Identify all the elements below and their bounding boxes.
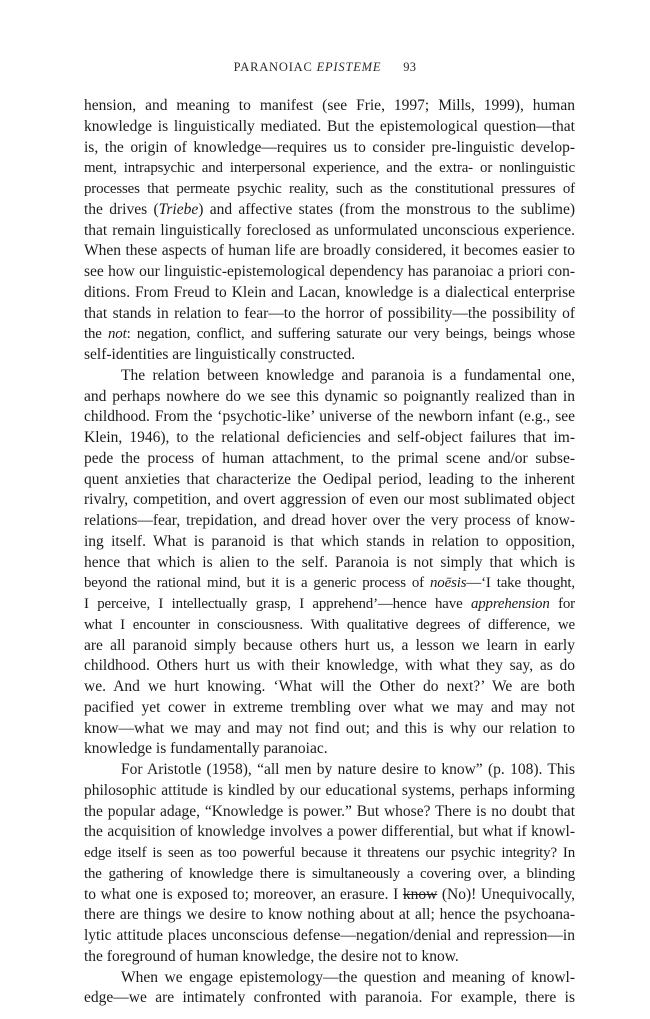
text-line: see how our linguistic-epistemological dependency has paranoiac a priori con- bbox=[84, 263, 575, 280]
text-line: knowledge is linguistically mediated. But the epistemological question—that bbox=[84, 117, 575, 135]
text-line: are all paranoid simply because others hurt us, a lesson we learn in early bbox=[84, 636, 575, 654]
text-line: there are things we desire to know nothing about at all; hence the psychoana- bbox=[84, 906, 575, 924]
text-line: is, the origin of knowledge—requires us to consider pre-linguistic develop- bbox=[84, 138, 575, 156]
text-line: pacified yet cower in extreme trembling over what we may and may not bbox=[84, 698, 575, 716]
text-line: that stands in relation to fear—to the horror of possibility—the possibility of bbox=[84, 304, 575, 322]
text-line bbox=[84, 885, 575, 906]
text-segment: I perceive, I intellectually grasp, I apprehend’—hence have bbox=[84, 596, 471, 612]
text-line: edge—we are intimately confronted with paranoia. For example, there is bbox=[84, 989, 575, 1007]
text-segment: to what one is exposed to; moreover, an erasure. I bbox=[84, 885, 403, 903]
text-segment: beyond the rational mind, but it is a generic process of bbox=[84, 575, 431, 592]
text-segment: for bbox=[549, 596, 575, 612]
text-line: self-identities are linguistically constructed. bbox=[84, 346, 356, 363]
italic-word: noēsis bbox=[430, 575, 467, 592]
italic-word: apprehension bbox=[470, 596, 550, 612]
text-segment: ) and affective states (from the monstrous to the sublime) bbox=[198, 200, 575, 218]
text-line: the popular adage, “Knowledge is power.” But whose? There is no doubt that bbox=[84, 802, 575, 820]
text-line: and perhaps nowhere do we see this dynamic so poignantly realized than in bbox=[84, 387, 575, 405]
text-line: the gathering of knowledge there is simultaneously a covering over, a blinding bbox=[84, 865, 575, 882]
text-line bbox=[84, 594, 575, 615]
text-line: The relation between knowledge and paranoia is a fundamental one, bbox=[121, 366, 575, 384]
text-line: that remain linguistically foreclosed as unformulated unconscious experience. bbox=[84, 221, 575, 239]
text-line: When we engage epistemology—the question and meaning of knowl- bbox=[121, 968, 575, 986]
page-number: 93 bbox=[403, 60, 417, 74]
text-line: the foreground of human knowledge, the desire not to know. bbox=[84, 947, 459, 965]
italic-word: not bbox=[108, 326, 127, 343]
text-line bbox=[84, 324, 575, 345]
text-segment: —‘I take thought, bbox=[466, 575, 575, 592]
text-line: ment, intrapsychic and interpersonal experience, and the extra- or nonlinguistic bbox=[84, 160, 575, 177]
struck-word: know bbox=[402, 885, 438, 903]
text-line: processes that permeate psychic reality, such as the constitutional pressures of bbox=[84, 181, 575, 197]
text-segment: the bbox=[84, 326, 108, 343]
text-segment: the drives ( bbox=[84, 200, 159, 218]
text-line: Klein, 1946), to the relational deficiencies and self-object failures that im- bbox=[84, 429, 575, 446]
text-line: pede the process of human attachment, to the primal scene and/or subse- bbox=[84, 449, 575, 467]
text-line: know—what we may and may not find out; and this is why our relation to bbox=[84, 719, 575, 737]
text-line: philosophic attitude is kindled by our educational systems, perhaps informing bbox=[84, 781, 575, 799]
text-line: hension, and meaning to manifest (see Frie, 1997; Mills, 1999), human bbox=[84, 97, 575, 114]
text-line: what I encounter in consciousness. With qualitative degrees of difference, we bbox=[84, 616, 575, 633]
text-line: knowledge is fundamentally paranoiac. bbox=[84, 740, 328, 758]
text-segment: (No)! Unequivocally, bbox=[437, 885, 575, 903]
text-line: the acquisition of knowledge involves a power differential, but what if knowl- bbox=[84, 823, 575, 841]
text-line: When these aspects of human life are broadly considered, it becomes easier to bbox=[84, 242, 575, 260]
text-line: childhood. From the ‘psychotic-like’ universe of the newborn infant (e.g., see bbox=[84, 408, 575, 426]
text-line: we. And we hurt knowing. ‘What will the Other do next?’ We are both bbox=[84, 678, 575, 695]
text-line: childhood. Others hurt us with their knowledge, with what they say, as do bbox=[84, 657, 575, 675]
text-line: edge itself is seen as too powerful because it threatens our psychic integrity? In bbox=[84, 845, 575, 861]
text-line: lytic attitude places unconscious defense—negation/denial and repression—in bbox=[84, 927, 575, 944]
text-line: ing itself. What is paranoid is that which stands in relation to opposition, bbox=[84, 532, 575, 550]
text-line bbox=[84, 200, 575, 221]
text-line: relations—fear, trepidation, and dread hover over the very process of know- bbox=[84, 512, 575, 529]
body-text bbox=[84, 96, 575, 1009]
text-line: quent anxieties that characterize the Oedipal period, leading to the inherent bbox=[84, 470, 575, 488]
text-line: hence that which is alien to the self. Paranoia is not simply that which is bbox=[84, 553, 575, 571]
running-head-title-italic: EPISTEME bbox=[316, 60, 382, 74]
text-segment: : negation, conflict, and suffering saturate our very beings, beings whose bbox=[126, 326, 575, 343]
italic-word: Triebe bbox=[158, 200, 199, 218]
text-line: rivalry, competition, and overt aggression of even our most sublimated object bbox=[84, 491, 575, 509]
running-head-title: PARANOIAC bbox=[233, 60, 313, 74]
text-line: ditions. From Freud to Klein and Lacan, knowledge is a dialectical enterprise bbox=[84, 283, 575, 301]
text-line bbox=[84, 573, 575, 594]
running-head bbox=[0, 60, 650, 75]
text-line: For Aristotle (1958), “all men by nature desire to know” (p. 108). This bbox=[121, 761, 575, 778]
